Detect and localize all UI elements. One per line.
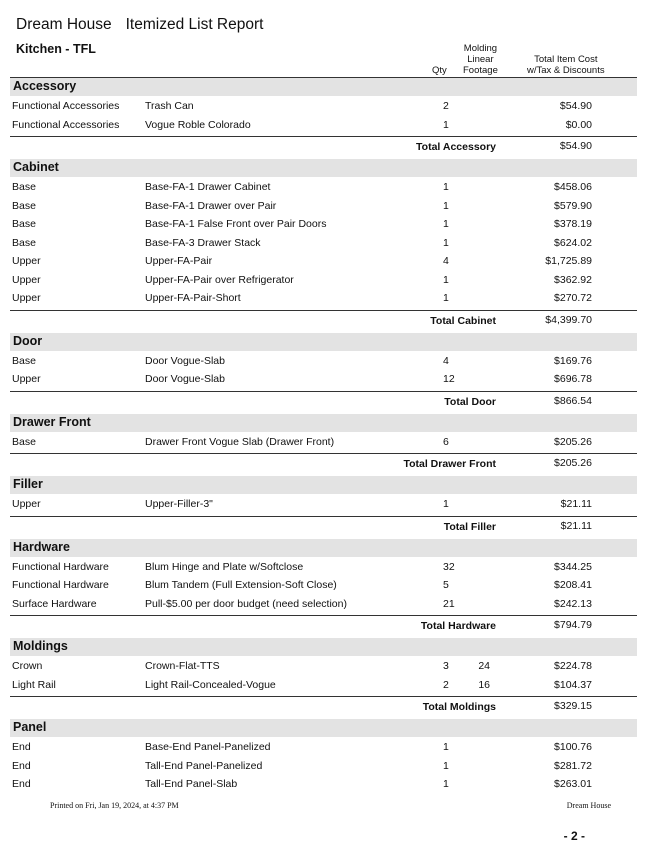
section-total-value: $4,399.70 [545,313,592,326]
section-total-label: Total Filler [443,520,496,533]
section-title: Moldings [13,639,68,653]
section-total-row [10,455,637,472]
section-header [10,333,637,351]
item-cost: $344.25 [554,560,592,573]
item-row [10,179,637,196]
item-category: Base [12,236,36,249]
item-category: Base [12,218,36,230]
item-description: Base-FA-1 Drawer over Pair [145,199,277,212]
item-category: Upper [12,273,41,286]
item-category: End [12,759,31,772]
item-qty: 4 [443,255,449,267]
item-qty: 1 [443,498,449,510]
item-row [10,596,637,613]
item-row [10,198,637,215]
item-description: Upper-FA-Pair over Refrigerator [145,273,294,286]
item-cost: $1,725.89 [545,255,592,267]
item-category: Upper [12,292,41,304]
item-qty: 1 [443,118,449,131]
item-linear-footage: 24 [478,660,490,672]
item-cost: $224.78 [554,660,592,672]
section-total-row [10,312,637,329]
section-title: Filler [13,477,43,491]
section-total-value: $866.54 [554,394,592,407]
item-cost: $242.13 [554,597,592,610]
item-description: Door Vogue-Slab [145,373,225,385]
section-header [10,78,637,96]
item-qty: 21 [443,597,455,610]
section-total-value: $794.79 [554,619,592,631]
item-description: Upper-FA-Pair [145,255,213,267]
item-category: End [12,778,31,790]
item-row [10,253,637,270]
item-qty: 1 [443,292,449,304]
item-description: Base-End Panel-Panelized [145,741,271,753]
item-category: Base [12,181,36,193]
section-total-row [10,393,637,410]
section-total-rule [10,310,637,311]
section-total-row [10,698,637,715]
item-description: Blum Tandem (Full Extension-Soft Close) [145,579,337,591]
section-title: Hardware [13,539,70,554]
item-category: Base [12,354,36,367]
item-qty: 32 [443,560,455,573]
item-row [10,496,637,513]
section-total-row [10,138,637,155]
item-description: Trash Can [145,100,194,112]
section-total-label: Total Drawer Front [403,458,496,470]
item-qty: 1 [443,273,449,286]
item-cost: $270.72 [554,292,592,304]
section-header [10,638,637,656]
item-row [10,290,637,307]
item-qty: 1 [443,199,449,212]
item-cost: $362.92 [554,273,592,286]
item-row [10,272,637,289]
item-linear-footage: 16 [478,678,490,691]
project-name: Dream House [16,16,112,33]
item-category: Functional Hardware [12,560,109,573]
item-category: Upper [12,373,41,385]
item-category: End [12,741,31,753]
column-header-qty: Qty [432,65,447,76]
section-total-rule [10,136,637,137]
item-description: Upper-Filler-3" [145,498,213,510]
section-total-label: Total Door [444,395,496,408]
item-cost: $458.06 [554,181,592,193]
item-category: Functional Accessories [12,100,120,112]
item-row [10,353,637,370]
section-total-row [10,617,637,634]
item-description: Vogue Roble Colorado [145,118,251,131]
section-total-rule [10,696,637,697]
item-category: Light Rail [12,678,56,691]
section-header [10,476,637,494]
column-header-molding-linear-footage: Molding Linear Footage [463,43,498,76]
item-cost: $208.41 [554,579,592,591]
section-title: Drawer Front [13,414,91,429]
footer-company: Dream House [566,801,611,810]
section-total-label: Total Cabinet [430,314,496,327]
item-row [10,677,637,694]
report-subtitle: Itemized List Report [125,16,264,33]
item-row [10,216,637,233]
report-title [16,16,263,34]
item-row [10,434,637,451]
page-number: - 2 - [563,829,585,843]
item-description: Base-FA-3 Drawer Stack [145,236,261,249]
item-row [10,117,637,134]
item-row [10,371,637,388]
item-cost: $579.90 [554,199,592,212]
item-description: Blum Hinge and Plate w/Softclose [145,560,304,573]
section-total-rule [10,516,637,517]
item-qty: 2 [443,678,449,691]
section-title: Cabinet [13,160,59,174]
section-title: Door [13,333,43,348]
item-category: Surface Hardware [12,597,97,610]
item-category: Functional Hardware [12,579,109,591]
item-cost: $263.01 [554,778,592,790]
item-row [10,739,637,756]
item-description: Crown-Flat-TTS [145,660,220,672]
section-total-value: $54.90 [559,140,592,152]
item-description: Tall-End Panel-Panelized [145,759,263,772]
item-cost: $378.19 [554,218,592,230]
item-qty: 1 [443,236,449,249]
section-total-rule [10,453,637,454]
item-description: Base-FA-1 Drawer Cabinet [145,181,271,193]
item-qty: 2 [443,100,449,112]
section-title: Panel [13,720,47,734]
item-cost: $281.72 [554,759,592,772]
item-row [10,559,637,576]
item-qty: 12 [443,373,455,385]
item-qty: 6 [443,435,449,448]
section-total-row [10,518,637,535]
item-qty: 1 [443,181,449,193]
section-total-rule [10,615,637,616]
item-cost: $0.00 [565,118,592,131]
item-row [10,577,637,594]
section-total-label: Total Hardware [420,620,496,632]
item-category: Base [12,435,36,448]
section-title: Accessory [13,79,77,93]
item-row [10,235,637,252]
item-category: Functional Accessories [12,118,120,131]
item-qty: 1 [443,759,449,772]
item-cost: $100.76 [554,741,592,753]
item-qty: 4 [443,354,449,367]
section-total-value: $205.26 [554,457,592,469]
section-header [10,719,637,737]
item-description: Upper-FA-Pair-Short [145,292,241,304]
item-category: Crown [12,660,43,672]
item-cost: $624.02 [554,236,592,249]
item-cost: $205.26 [554,435,592,448]
item-description: Base-FA-1 False Front over Pair Doors [145,218,327,230]
item-cost: $169.76 [554,354,592,367]
item-qty: 1 [443,218,449,230]
item-row [10,658,637,675]
section-total-label: Total Moldings [422,701,496,713]
item-qty: 1 [443,778,449,790]
section-header [10,159,637,177]
item-row [10,758,637,775]
item-qty: 3 [443,660,449,672]
section-total-label: Total Accessory [416,141,496,153]
item-category: Base [12,199,36,212]
item-description: Tall-End Panel-Slab [145,778,238,790]
item-category: Upper [12,498,41,510]
room-name: Kitchen - TFL [16,42,96,56]
section-header [10,414,637,432]
item-cost: $21.11 [560,498,592,510]
item-description: Pull-$5.00 per door budget (need selection) [145,597,347,610]
item-qty: 5 [443,579,449,591]
section-header [10,539,637,557]
section-total-value: $21.11 [560,519,592,532]
item-cost: $54.90 [559,100,592,112]
printed-timestamp: Printed on Fri, Jan 19, 2024, at 4:37 PM [50,801,179,810]
item-category: Upper [12,255,41,267]
item-description: Door Vogue-Slab [145,354,225,367]
section-total-rule [10,391,637,392]
item-description: Light Rail-Concealed-Vogue [145,678,276,691]
item-cost: $696.78 [554,373,592,385]
item-cost: $104.37 [554,678,592,691]
item-description: Drawer Front Vogue Slab (Drawer Front) [145,435,335,448]
item-row [10,776,637,793]
item-qty: 1 [443,741,449,753]
column-header-total-item-cost: Total Item Cost w/Tax & Discounts [527,54,605,76]
section-total-value: $329.15 [554,700,592,712]
item-row [10,98,637,115]
